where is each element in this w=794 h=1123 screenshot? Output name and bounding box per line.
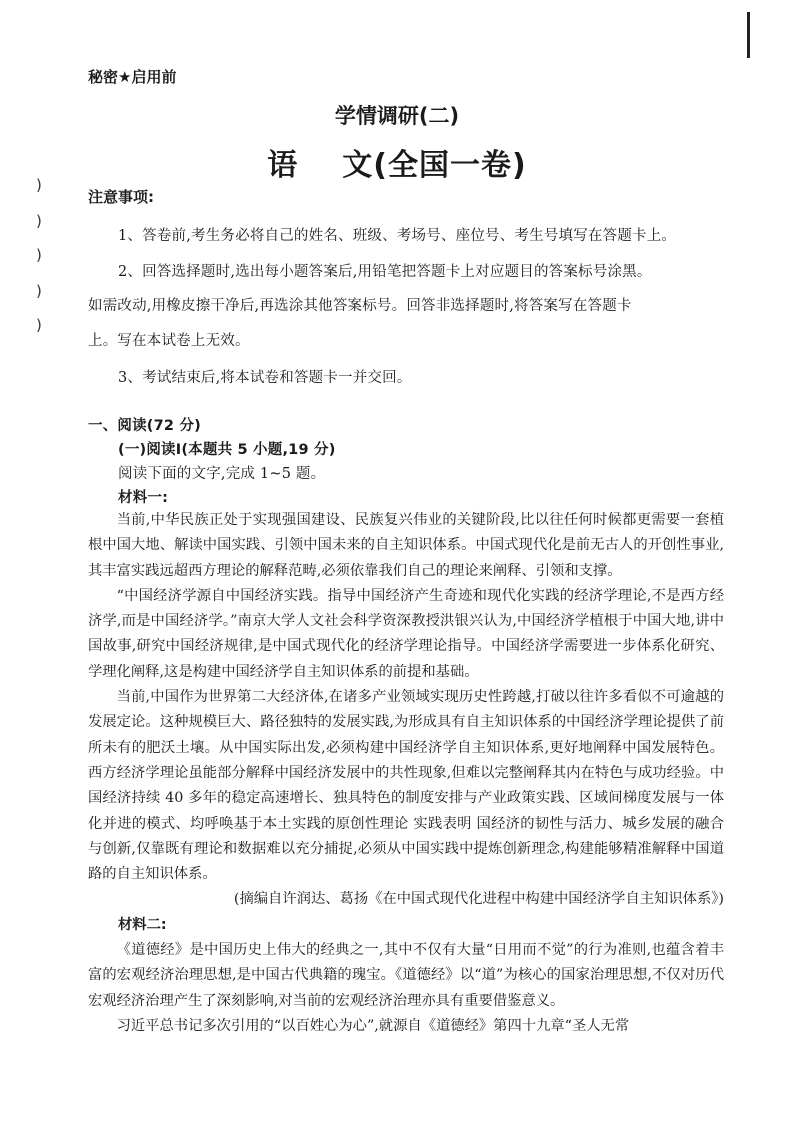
subject-title (0, 140, 794, 184)
material-1-body (88, 508, 724, 1039)
material-1-label: 材料一: (118, 490, 169, 506)
secret-label: 秘密★启用前 (88, 68, 177, 86)
binding-bracket: ) (36, 316, 42, 334)
sub-section-heading: (一)阅读Ⅰ(本题共 5 小题,19 分) (118, 442, 336, 458)
material-1-paragraph-2: “中国经济学源自中国经济实践。指导中国经济产生奇迹和现代化实践的经济学理论,不是西方经济学,而是中国经济学。”南京大学人文社会科学资深教授洪银兴认为,中国经济学植根于中国大地,讲中国故事,研究中国经济规律,是中国式现代化的经济学理论指导。中国经济学需要进一步体系化研究、学理化阐释,这是构建中国经济学自主知识体系的前提和基础。 (88, 587, 724, 680)
notice-item-1: 1、答卷前,考生务必将自己的姓名、班级、考场号、座位号、考生号填写在答题卡上。 (118, 228, 677, 244)
material-2-label: 材料二: (118, 916, 167, 933)
material-1-paragraph-3: 当前,中国作为世界第二大经济体,在诸多产业领域实现历史性跨越,打破以往许多看似不可逾越的发展定论。这种规模巨大、路径独特的发展实践,为形成具有自主知识体系的中国经济学理论提供了前所未有的肥沃土壤。从中国实际出发,必须构建中国经济学自主知识体系,更好地阐释中国发展特色。西方经济学理论虽能部分解释中国经济发展中的共性现象,但难以完整阐释其内在特色与成功经验。中国经济持续 40 多年的稳定高速增长、独具特色的制度安排与产业政策实践、区域间梯度发展与一体化并进的模式、均呼唤基于本土实践的原创性理论 实践表明 国经济的韧性与活力、城乡发展的融合与创新,仅靠既有理论和数据难以充分捕捉,必须从中国实践中提炼创新理念,构建能够精准解释中国道路的自主知识体系。 (88, 689, 724, 883)
binding-bracket: ) (36, 246, 42, 264)
notice-item-2-line-2: 如需改动,用橡皮擦干净后,再选涂其他答案标号。回答非选择题时,将答案写在答题卡 (88, 298, 632, 314)
binding-bracket: ) (36, 282, 42, 300)
material-2-paragraph-1: 《道德经》是中国历史上伟大的经典之一,其中不仅有大量“日用而不觉”的行为准则,也蕴含着丰富的宏观经济治理思想,是中国古代典籍的瑰宝。《道德经》以“道”为核心的国家治理思想,不仅对历代宏观经济治理产生了深刻影响,对当前的宏观经济治理亦具有重要借鉴意义。 (88, 942, 724, 1009)
binding-bracket: ) (36, 212, 42, 230)
notice-heading: 注意事项: (88, 188, 154, 206)
material-2-paragraph-2: 习近平总书记多次引用的“以百姓心为心”,就源自《道德经》第四十九章“圣人无常 (116, 1017, 630, 1034)
margin-bar (747, 12, 750, 58)
subject-title-a: 语 (267, 148, 299, 183)
reading-instruction: 阅读下面的文字,完成 1~5 题。 (118, 466, 326, 482)
notice-item-3: 3、考试结束后,将本试卷和答题卡一并交回。 (118, 370, 412, 386)
subject-title-b: 文(全国一卷) (342, 148, 527, 183)
material-1-paragraph-1: 当前,中华民族正处于实现强国建设、民族复兴伟业的关键阶段,比以往任何时候都更需要一套植根中国大地、解读中国实践、引领中国未来的自主知识体系。中国式现代化是前无古人的开创性事业,其丰富实践远超西方理论的解释范畴,必须依靠我们自己的理论来阐释、引领和支撑。 (88, 512, 724, 579)
section-heading: 一、阅读(72 分) (88, 418, 201, 434)
notice-item-2-line-3: 上。写在本试卷上无效。 (88, 333, 250, 349)
notice-item-2-line-1: 2、回答选择题时,选出每小题答案后,用铅笔把答题卡上对应题目的答案标号涂黑。 (118, 264, 652, 280)
exam-title: 学情调研(二) (334, 104, 460, 128)
binding-bracket: ) (36, 176, 42, 194)
material-1-source: (摘编自许润达、葛扬《在中国式现代化进程中构建中国经济学自主知识体系》) (233, 891, 724, 908)
